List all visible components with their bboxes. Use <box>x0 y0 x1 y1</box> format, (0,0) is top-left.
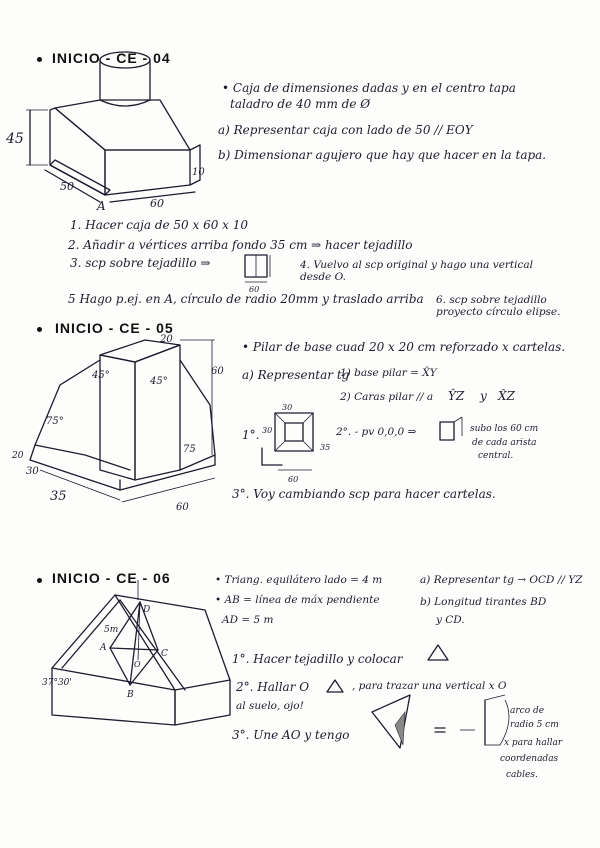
task-a: a) Representar tg → OCD // YZ <box>420 574 583 586</box>
step3-note: coordenadas <box>500 754 559 764</box>
dim-height: 45 <box>6 131 24 147</box>
step-6: 6. scp sobre tejadillo proyecto círculo elipse. <box>436 294 561 318</box>
base-bottom: 35 <box>50 489 67 504</box>
step-2: 2°. - pv 0,0,0 ⇒ <box>336 426 417 438</box>
task-a: a) Representar caja con lado de 50 // EOY <box>218 123 473 137</box>
intro-line: • Pilar de base cuad 20 x 20 cm reforzado x cartelas. <box>242 340 566 354</box>
vertex-a: A <box>97 199 106 213</box>
step-5: 5 Hago p.ej. en A, círculo de radio 20mm y traslado arriba <box>68 292 424 306</box>
step2-note: central. <box>478 451 514 461</box>
step-3: 3°. Voy cambiando scp para hacer cartelas. <box>232 487 496 501</box>
step2-sketch <box>440 417 462 440</box>
data-line: • AB = línea de máx pendiente <box>215 594 380 606</box>
step-3: 3. scp sobre tejadillo ⇒ <box>70 256 211 270</box>
data-line: AD = 5 m <box>222 614 274 626</box>
dim-top: 20 <box>160 334 173 345</box>
step-2: 2°. Hallar O <box>236 680 310 694</box>
dim-left: 50 <box>60 180 74 193</box>
triangle-icon <box>428 645 448 660</box>
step-3: 3°. Une AO y tengo <box>232 728 350 742</box>
dim-side: 10 <box>192 167 205 178</box>
label-c: C <box>161 649 168 659</box>
step-1: 1°. <box>242 428 260 442</box>
step2-note: subo los 60 cm <box>470 424 539 434</box>
label-d: D <box>143 605 151 615</box>
base-depth: 20 <box>12 451 24 461</box>
plane-y: y <box>480 389 487 403</box>
section-title: INICIO - CE - 06 <box>52 570 171 586</box>
bullet <box>37 327 42 332</box>
task-a-label: a) Representar tg <box>242 368 350 382</box>
section-title: INICIO - CE - 04 <box>52 50 171 66</box>
plane-xz: X̂Z <box>498 389 515 403</box>
dim-right-height: 60 <box>211 366 224 377</box>
sk-bottom: 60 <box>288 475 299 484</box>
angle-1: 45° <box>92 370 110 381</box>
box-with-cylinder-drawing <box>26 52 200 202</box>
step3-note: radio 5 cm <box>510 720 559 730</box>
label-angle: 37°30' <box>42 678 72 688</box>
bullet <box>37 57 42 62</box>
step3-note: x para hallar <box>504 738 563 748</box>
task-b: b) Longitud tirantes BD <box>420 596 547 608</box>
base-left: 30 <box>26 466 39 477</box>
step3-note: arco de <box>510 706 545 716</box>
bullet <box>37 578 42 583</box>
plane-yz: ŶZ <box>448 389 465 403</box>
section-title: INICIO - CE - 05 <box>55 320 174 336</box>
step-1: 1°. Hacer tejadillo y colocar <box>232 652 403 666</box>
angle-3: 75° <box>46 416 64 427</box>
intro-line: • Caja de dimensiones dadas y en el centro tapa <box>222 81 516 95</box>
step1-sketch <box>262 413 313 470</box>
step2-note: de cada arista <box>472 438 537 448</box>
sk-left: 30 <box>262 426 273 435</box>
dim-right: 60 <box>150 197 164 210</box>
data-line: • Triang. equilátero lado = 4 m <box>215 574 383 586</box>
mini-label: 60 <box>249 285 260 294</box>
label-o: O <box>134 660 141 669</box>
triangle-icon-2 <box>327 680 343 692</box>
step3-sketch <box>372 695 509 748</box>
step-4: 4. Vuelvo al scp original y hago una vertical desde O. <box>300 259 534 283</box>
sk-right: 35 <box>320 443 331 452</box>
task-a2: 2) Caras pilar // a <box>340 391 434 403</box>
intro-line: taladro de 40 mm de Ø <box>230 97 371 111</box>
task-a1: 1) base pilar = X̂Y <box>340 367 437 379</box>
angle-4: 75 <box>183 444 196 455</box>
step-2: 2. Añadir a vértices arriba fondo 35 cm ⇒ hacer tejadillo <box>68 238 413 252</box>
step-2-cont: al suelo, ojo! <box>236 700 304 712</box>
task-b: b) Dimensionar agujero que hay que hacer en la tapa. <box>218 148 547 162</box>
sk-top: 30 <box>282 403 293 412</box>
label-len: 5m <box>104 625 119 635</box>
label-b: B <box>127 690 134 700</box>
house-drawing <box>52 580 230 725</box>
base-right: 60 <box>176 502 189 513</box>
label-a: A <box>100 643 107 653</box>
angle-2: 45° <box>150 376 168 387</box>
step-2-cont: , para trazar una vertical x O <box>352 680 507 692</box>
mini-sketch <box>245 255 270 282</box>
task-b2: y CD. <box>436 614 465 626</box>
step3-note: cables. <box>506 770 538 780</box>
step-1: 1. Hacer caja de 50 x 60 x 10 <box>70 218 249 232</box>
